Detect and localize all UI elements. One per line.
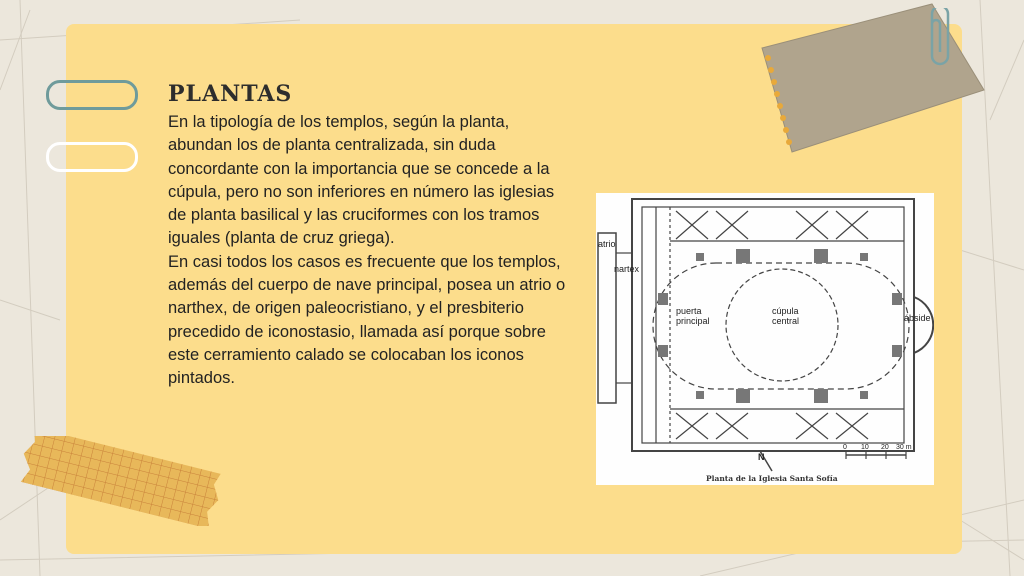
plan-label-puerta: puerta principal — [676, 306, 710, 326]
scale-label-30: 30 m — [896, 444, 912, 451]
floor-plan-image — [596, 193, 934, 485]
paperclip-icon — [924, 8, 956, 68]
paragraph-2: En casi todos los casos es frecuente que los templos, además del cuerpo de nave principal, posea un atrio o narthex, de origen paleocristiano, y el presbiterio precedido de iconostasio, llamada así porque sobre este cerramiento calado se colocaban los iconos pintados. — [168, 252, 566, 388]
floor-plan-drawing — [596, 193, 934, 485]
plan-label-atrio: atrio — [598, 239, 616, 249]
tape-decoration — [16, 436, 226, 526]
slide-body — [168, 111, 568, 391]
scale-label-0: 0 — [843, 444, 847, 451]
white-clip-decoration — [46, 142, 138, 172]
notepad-decoration — [752, 0, 992, 170]
slide-title: PLANTAS — [168, 81, 293, 107]
plan-label-abside: ábside — [904, 313, 931, 323]
plan-label-narthex: nartex — [614, 264, 640, 274]
teal-clip-decoration — [46, 80, 138, 110]
scale-label-20: 20 — [881, 444, 889, 451]
plan-label-cupula: cúpula central — [772, 306, 800, 326]
paragraph-1: En la tipología de los templos, según la planta, abundan los de planta centralizada, sin duda concordante con la importancia que se concede a la cúpula, pero no son inferiores en número las iglesias de planta basilical y las cruciformes con los tramos iguales (planta de cruz griega). — [168, 113, 555, 248]
north-arrow-label: N — [758, 452, 765, 462]
plan-caption: Planta de la Iglesia Santa Sofía — [706, 474, 838, 483]
scale-label-10: 10 — [861, 444, 869, 451]
